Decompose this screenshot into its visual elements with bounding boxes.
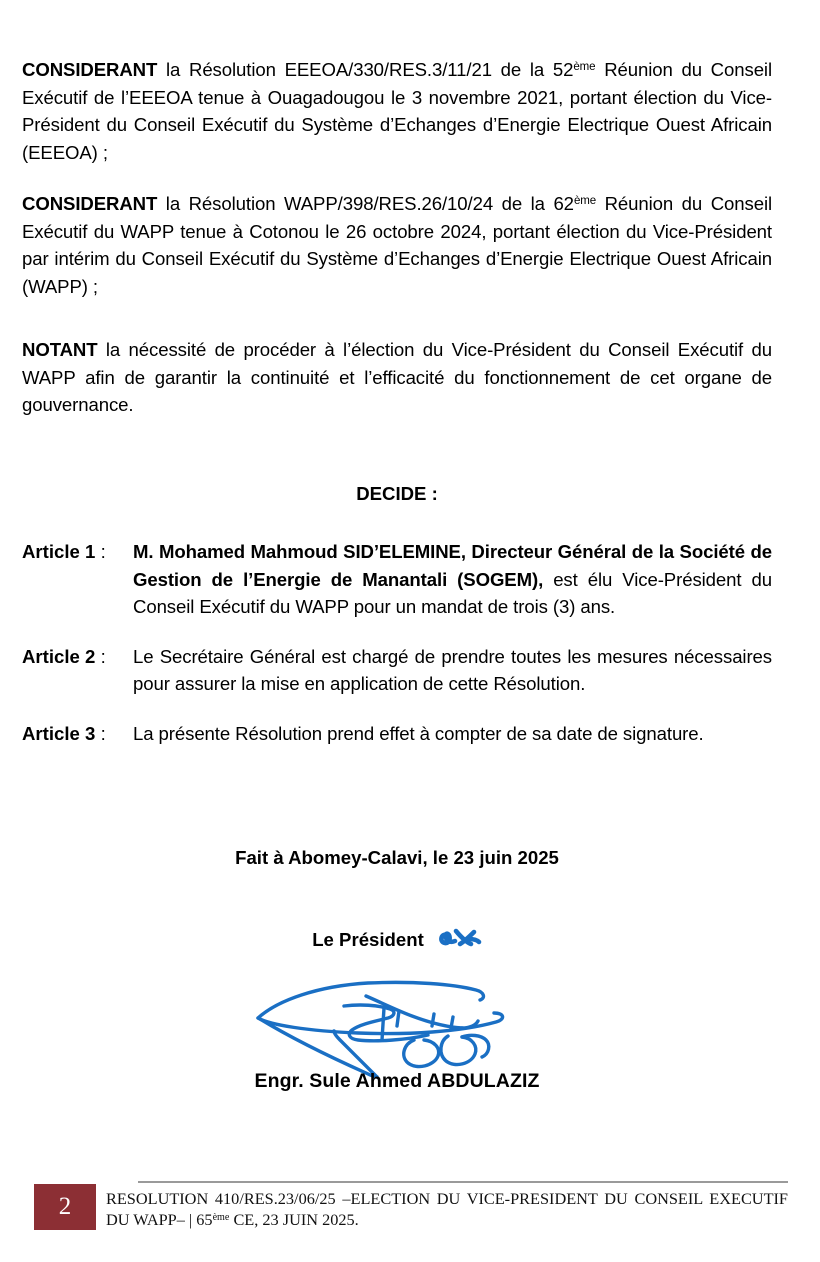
footer-reference-text [106, 1189, 788, 1230]
article-label [22, 643, 133, 671]
footer-ordinal-superscript: ème [212, 1211, 230, 1223]
article-label-colon: : [100, 645, 106, 667]
page-number-badge: 2 [34, 1184, 96, 1230]
paragraph-text-before-sup: la Résolution EEEOA/330/RES.3/11/21 de la 52 [157, 59, 574, 80]
footer-line-1: RESOLUTION 410/RES.23/06/25 –ELECTION DU VICE-PRESIDENT DU CONSEIL EXECUTIF DU [106, 1189, 788, 1229]
footer-line-2-after-sup: CE, 23 JUIN 2025. [229, 1209, 359, 1229]
paraph-initials-icon [436, 922, 482, 952]
signatory-name: Engr. Sule Ahmed ABDULAZIZ [254, 1070, 540, 1092]
handwritten-signature [248, 978, 548, 1083]
footer-divider [138, 1181, 788, 1183]
article-label-text: Article 1 [22, 541, 96, 562]
paragraph-lead-word: CONSIDERANT [22, 193, 158, 214]
paragraph-lead-word: NOTANT [22, 339, 98, 360]
article-body-bold: M. Mohamed Mahmoud SID’ELEMINE, Directeur Général de la Société de Gestion de l’Energie de Manantali (SOGEM), [133, 541, 772, 590]
paragraph-text-after-sup: Réunion du Conseil Exécutif de l’EEEOA tenue à Ouagadougou le 3 novembre 2021, portant élection du Vice-Président du Conseil Exécutif du Système d’Echanges d’Energie Electrique Ouest Africain (EEEOA) ; [22, 59, 772, 163]
article-label-colon: : [100, 541, 106, 562]
paragraph-notant [22, 336, 772, 419]
article-body [133, 538, 772, 621]
article-row [22, 643, 772, 698]
article-label-colon: : [100, 722, 106, 744]
article-body [133, 643, 772, 698]
article-row [22, 538, 772, 621]
document-body [22, 56, 772, 419]
paragraph-spacer [22, 324, 772, 336]
article-label [22, 720, 133, 748]
article-label-text: Article 3 [22, 722, 96, 744]
ordinal-superscript: ème [573, 61, 596, 74]
article-body-normal: est élu Vice-Président du Conseil Exécutif du WAPP pour un mandat de trois (3) ans. [133, 568, 772, 617]
paragraph-lead-word: CONSIDERANT [22, 59, 158, 80]
paragraph-text-before-sup: la nécessité de procéder à l’élection du Vice-Président du Conseil Exécutif du WAPP afin de garantir la continuité et l’efficacité du fonctionnement de cet organe de gouvernance. [22, 339, 772, 415]
paragraph-considerant-1 [22, 56, 772, 166]
signature-title-label: Le Président [312, 929, 424, 950]
ordinal-superscript: ème [573, 195, 597, 208]
article-row [22, 720, 772, 748]
article-body [133, 720, 772, 748]
article-label-text: Article 2 [22, 645, 96, 667]
decide-heading: DECIDE : [356, 483, 438, 504]
page-footer [34, 1181, 788, 1243]
signature-title-row [22, 925, 772, 955]
paragraph-considerant-2 [22, 190, 772, 300]
article-body-normal: La présente Résolution prend effet à compter de sa date de signature. [133, 722, 704, 744]
articles-list [22, 538, 772, 747]
paragraph-text-before-sup: la Résolution WAPP/398/RES.26/10/24 de la 62 [157, 193, 574, 214]
signature-place-and-date: Fait à Abomey-Calavi, le 23 juin 2025 [235, 847, 559, 868]
footer-line-2 [133, 1210, 358, 1229]
signature-title-inner [312, 925, 482, 955]
paragraph-text-after-sup: Réunion du Conseil Exécutif du WAPP tenue à Cotonou le 26 octobre 2024, portant élection du Vice-Président par intérim du Conseil Exécutif du Système d’Echanges d’Energie Electrique Ouest Africain (WAPP) ; [22, 193, 773, 297]
article-label [22, 538, 133, 566]
footer-line-2-before-sup: WAPP– | 65 [133, 1209, 213, 1229]
article-body-normal: Le Secrétaire Général est chargé de prendre toutes les mesures nécessaires pour assurer la mise en application de cette Résolution. [133, 645, 772, 694]
